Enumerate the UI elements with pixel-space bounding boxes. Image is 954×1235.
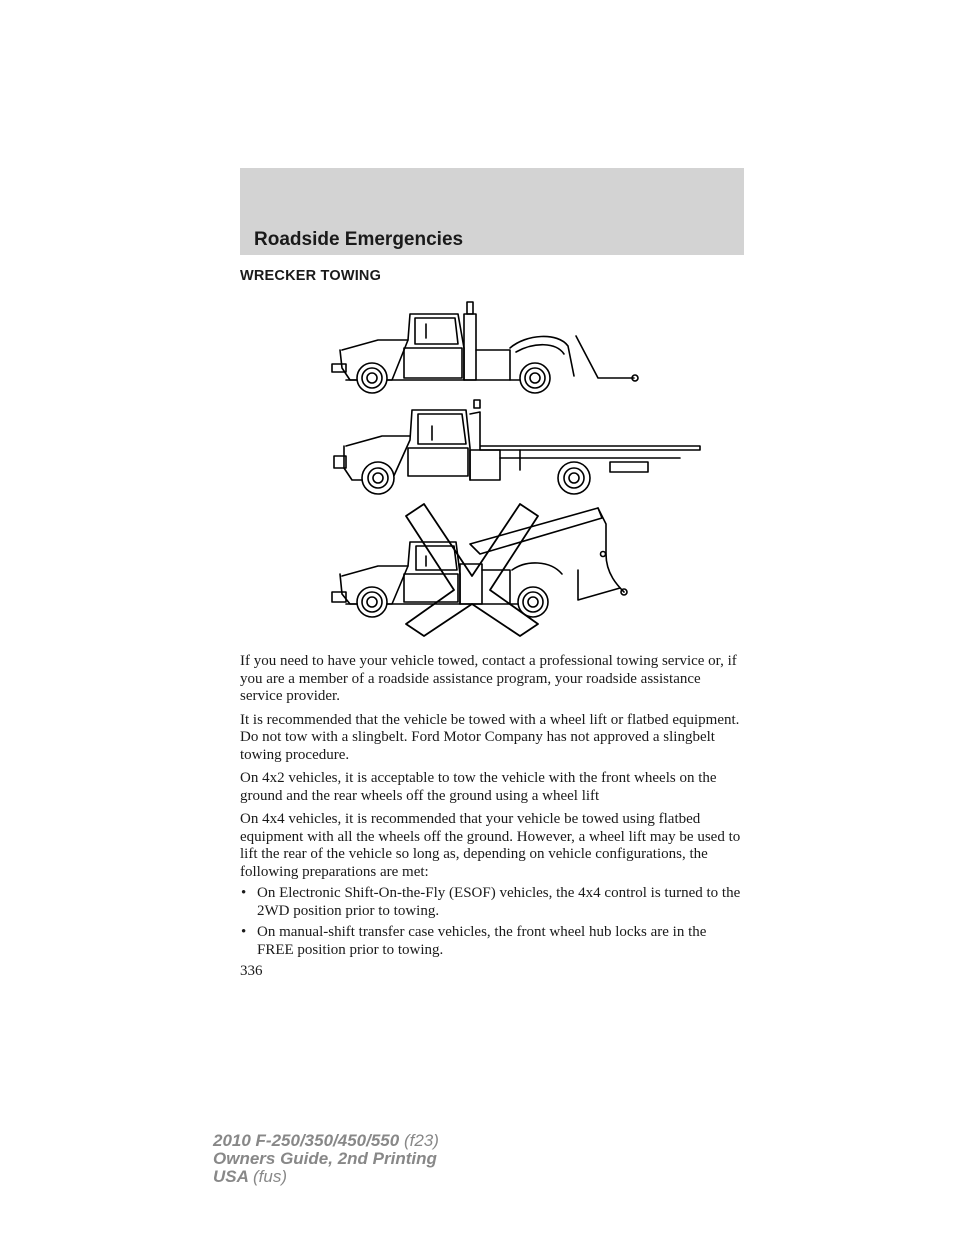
footer-line-1 <box>213 1132 439 1150</box>
footer-model: 2010 F-250/350/450/550 <box>213 1131 400 1150</box>
slingbelt-truck-illustration <box>332 504 627 636</box>
preparation-list <box>240 885 744 959</box>
bullet-icon: • <box>241 885 247 901</box>
chapter-title: Roadside Emergencies <box>254 229 464 250</box>
paragraph: It is recommended that the vehicle be towed with a wheel lift or flatbed equipment. Do not tow with a slingbelt. Ford Motor Company has not approved a slingbelt towing procedure. <box>240 711 740 763</box>
section-title: WRECKER TOWING <box>240 268 382 284</box>
paragraph: On 4x4 vehicles, it is recommended that your vehicle be towed using flatbed equipment with all the wheels off the ground. However, a wheel lift may be used to lift the rear of the vehicle so long as, depending on vehicle configurations, the following preparations are met: <box>240 811 741 880</box>
paragraph: On 4x2 vehicles, it is acceptable to tow the vehicle with the front wheels on the ground and the rear wheels off the ground using a wheel lift <box>240 770 717 804</box>
footer-market: USA <box>213 1167 249 1186</box>
list-item-text: On manual-shift transfer case vehicles, the front wheel hub locks are in the FREE position prior to towing. <box>257 924 707 958</box>
paragraph: If you need to have your vehicle towed, contact a professional towing service or, if you are a member of a roadside assistance program, your roadside assistance service provider. <box>240 653 737 704</box>
body-text <box>240 653 744 981</box>
page-number: 336 <box>240 963 263 979</box>
towing-methods-illustration <box>330 298 706 642</box>
bullet-icon: • <box>241 924 247 940</box>
list-item-text: On Electronic Shift-On-the-Fly (ESOF) vehicles, the 4x4 control is turned to the 2WD position prior to towing. <box>257 885 741 919</box>
footer-line-3 <box>213 1168 439 1186</box>
footer-market-code: (fus) <box>253 1167 287 1186</box>
section-header-band <box>240 168 744 255</box>
wheel-lift-truck-illustration <box>332 302 638 393</box>
footer-line-2: Owners Guide, 2nd Printing <box>213 1149 437 1168</box>
footer-model-code: (f23) <box>403 1131 439 1150</box>
list-item <box>240 924 744 959</box>
flatbed-truck-illustration <box>334 400 700 494</box>
document-footer <box>213 1132 439 1186</box>
list-item <box>240 885 744 920</box>
